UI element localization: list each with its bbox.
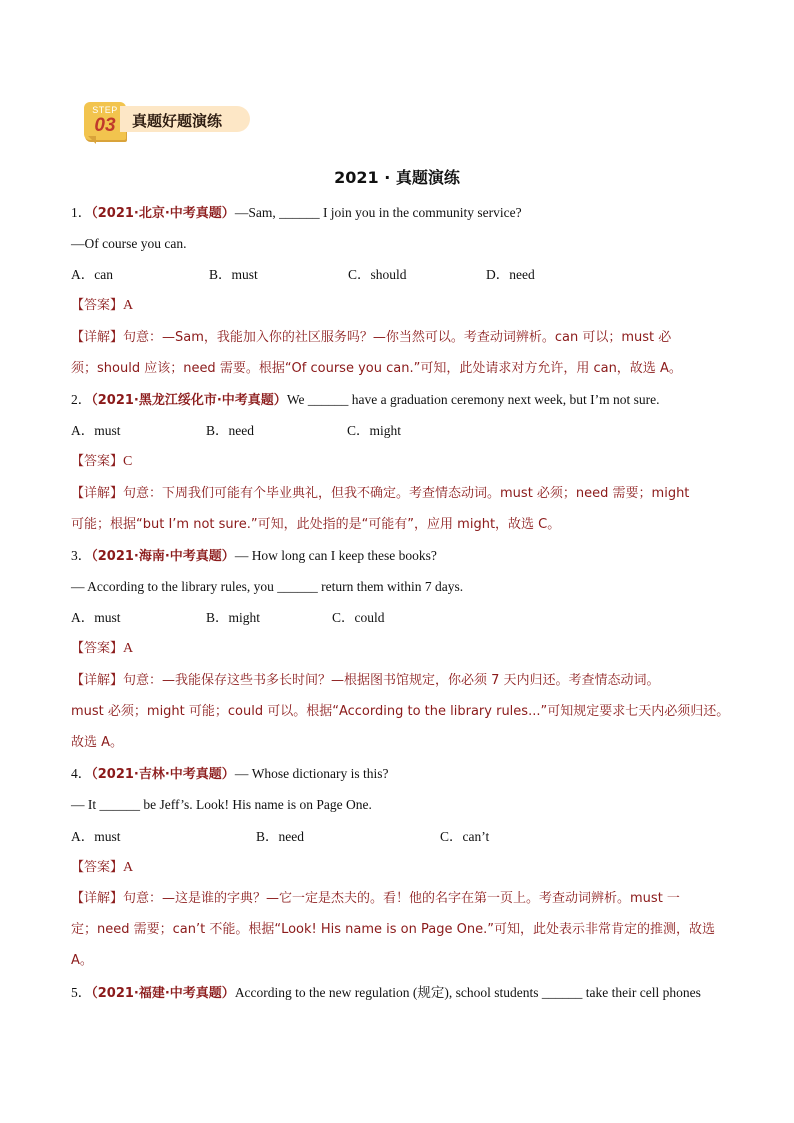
detail-label: 【详解】 bbox=[71, 891, 124, 906]
question-source: （2021·黑龙江绥化市·中考真题） bbox=[91, 393, 287, 408]
answer-value: C bbox=[123, 454, 133, 469]
question-3-stem-2: — According to the library rules, you ______ return them within 7 days. bbox=[71, 579, 464, 594]
question-4-detail-line-3: A。 bbox=[71, 953, 93, 968]
option-b: B．might bbox=[206, 610, 261, 625]
question-5-stem bbox=[71, 983, 731, 1004]
question-text: We ______ have a graduation ceremony next week, but I’m not sure. bbox=[286, 392, 660, 407]
detail-text: 句意：下周我们可能有个毕业典礼，但我不确定。考查情态动词。must 必须；need 需要；might bbox=[123, 486, 690, 501]
question-number: 5． bbox=[71, 985, 92, 1000]
section-title: 2021 · 真题演练 bbox=[334, 168, 460, 187]
question-2-detail-line-1 bbox=[71, 484, 731, 504]
option-a: A．can bbox=[71, 267, 113, 282]
answer-label: 【答案】 bbox=[71, 860, 124, 875]
answer-value: A bbox=[123, 298, 134, 313]
question-4-answer bbox=[71, 858, 731, 878]
option-c: C．could bbox=[332, 610, 385, 625]
option-a: A．must bbox=[71, 610, 121, 625]
question-text: — Whose dictionary is this? bbox=[234, 766, 389, 781]
question-number: 3． bbox=[71, 548, 92, 563]
question-2-detail-line-2: 可能；根据“but I’m not sure.”可知，此处指的是“可能有”，应用 might，故选 C。 bbox=[71, 517, 561, 532]
question-3-detail-line-2: must 必须；might 可能；could 可以。根据“According to the library rules...”可知规定要求七天内必须归还。 bbox=[71, 704, 730, 719]
answer-label: 【答案】 bbox=[71, 298, 124, 313]
question-4-detail-line-1 bbox=[71, 889, 731, 909]
question-number: 4． bbox=[71, 766, 92, 781]
question-1-stem bbox=[71, 203, 731, 224]
question-text: According to the new regulation (规定), school students ______ take their cell phones bbox=[234, 985, 701, 1000]
badge-tail-shape bbox=[88, 136, 96, 144]
option-c: C．should bbox=[348, 267, 407, 282]
detail-label: 【详解】 bbox=[71, 673, 124, 688]
option-a: A．must bbox=[71, 423, 121, 438]
answer-value: A bbox=[123, 860, 134, 875]
question-3-detail-line-3: 故选 A。 bbox=[71, 735, 124, 750]
question-3-detail-line-1 bbox=[71, 671, 731, 691]
detail-label: 【详解】 bbox=[71, 330, 124, 345]
option-b: B．need bbox=[256, 829, 304, 844]
question-source: （2021·福建·中考真题） bbox=[91, 986, 235, 1001]
banner-ribbon bbox=[120, 106, 250, 132]
detail-text: 句意：—Sam，我能加入你的社区服务吗？—你当然可以。考查动词辨析。can 可以；must 必 bbox=[123, 330, 672, 345]
option-d: D．need bbox=[486, 267, 535, 282]
question-text: — How long can I keep these books? bbox=[234, 548, 437, 563]
question-1-detail-line-1 bbox=[71, 328, 731, 348]
question-source: （2021·海南·中考真题） bbox=[91, 549, 235, 564]
question-4-detail-line-2: 定；need 需要；can’t 不能。根据“Look! His name is on Page One.”可知，此处表示非常肯定的推测，故选 bbox=[71, 922, 715, 937]
answer-label: 【答案】 bbox=[71, 454, 124, 469]
question-2-stem bbox=[71, 390, 731, 411]
detail-label: 【详解】 bbox=[71, 486, 124, 501]
question-source: （2021·北京·中考真题） bbox=[91, 206, 235, 221]
step-label: STEP bbox=[92, 105, 118, 115]
section-banner bbox=[80, 100, 252, 144]
question-number: 2． bbox=[71, 392, 92, 407]
banner-title: 真题好题演练 bbox=[132, 112, 223, 130]
option-a: A．must bbox=[71, 829, 121, 844]
question-4-stem-2: — It ______ be Jeff’s. Look! His name is on Page One. bbox=[71, 797, 372, 812]
detail-text: 句意：—我能保存这些书多长时间？—根据图书馆规定，你必须 7 天内归还。考查情态动词。 bbox=[123, 673, 660, 688]
question-text: —Sam, ______ I join you in the community service? bbox=[234, 205, 522, 220]
option-c: C．can’t bbox=[440, 829, 490, 844]
question-1-detail-line-2: 须；should 应该；need 需要。根据“Of course you can.”可知，此处请求对方允许，用 can，故选 A。 bbox=[71, 361, 682, 376]
question-1-stem-2: —Of course you can. bbox=[71, 236, 187, 251]
detail-text: 句意：—这是谁的字典？—它一定是杰夫的。看！他的名字在第一页上。考查动词辨析。must 一 bbox=[123, 891, 680, 906]
option-b: B．need bbox=[206, 423, 254, 438]
question-4-stem bbox=[71, 764, 731, 785]
question-2-answer bbox=[71, 452, 731, 472]
question-source: （2021·吉林·中考真题） bbox=[91, 767, 235, 782]
step-number: 03 bbox=[94, 115, 116, 136]
question-3-stem bbox=[71, 546, 731, 567]
option-b: B．must bbox=[209, 267, 258, 282]
question-number: 1． bbox=[71, 205, 92, 220]
answer-label: 【答案】 bbox=[71, 641, 124, 656]
question-1-answer bbox=[71, 296, 731, 316]
answer-value: A bbox=[123, 641, 134, 656]
option-c: C．might bbox=[347, 423, 402, 438]
question-3-answer bbox=[71, 639, 731, 659]
